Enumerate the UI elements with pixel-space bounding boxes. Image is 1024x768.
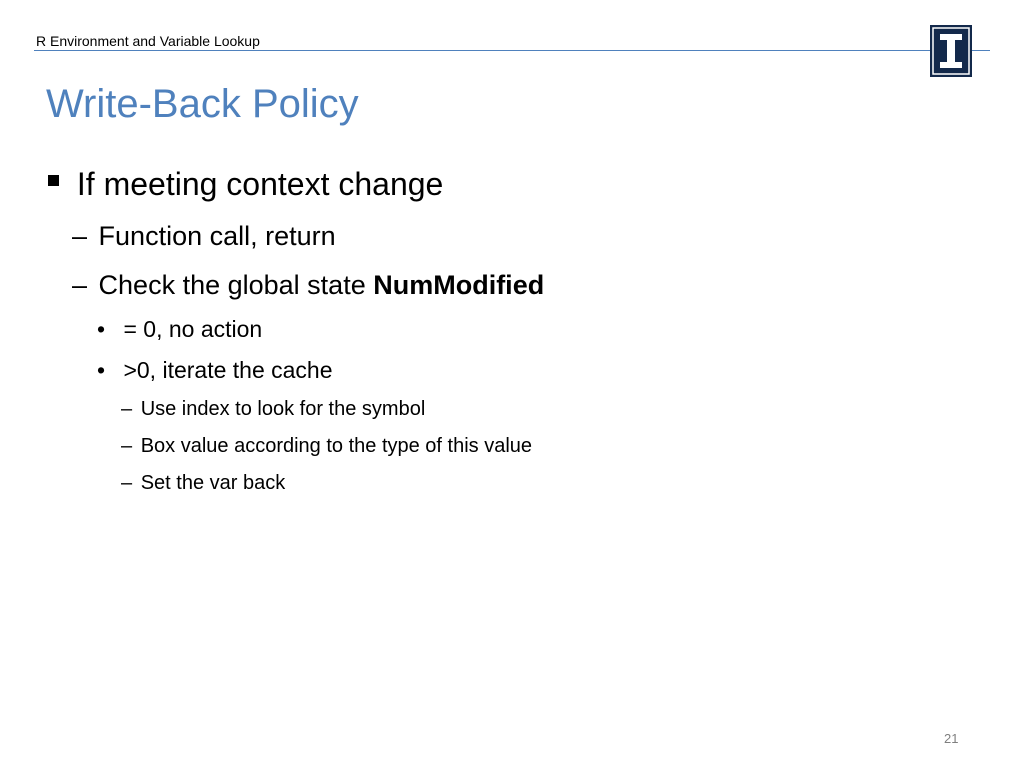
page-number: 21 [944, 731, 959, 746]
university-logo-icon [930, 25, 972, 77]
bullet-text: Check the global state [98, 270, 374, 300]
header-divider [34, 50, 990, 51]
square-bullet-icon [48, 175, 59, 186]
bullet-level4 [121, 471, 285, 495]
bullet-text: Set the var back [140, 472, 286, 494]
bullet-level4 [121, 397, 425, 421]
dash-bullet-icon: – [72, 270, 88, 300]
slide-title: Write-Back Policy [46, 82, 359, 126]
bullet-text: Box value according to the type of this value [140, 435, 533, 457]
header-title: R Environment and Variable Lookup [36, 33, 260, 49]
dash-bullet-icon: – [121, 398, 133, 420]
bullet-text: = 0, no action [123, 316, 263, 342]
bullet-level2 [72, 269, 544, 301]
bullet-bold-term: NumModified [373, 270, 545, 300]
dot-bullet-icon: • [97, 316, 106, 342]
dash-bullet-icon: – [72, 221, 88, 251]
dot-bullet-icon: • [97, 357, 106, 383]
bullet-text: Function call, return [98, 221, 336, 251]
bullet-text: Use index to look for the symbol [140, 398, 426, 420]
bullet-level4 [121, 434, 532, 458]
dash-bullet-icon: – [121, 472, 133, 494]
bullet-level3 [97, 315, 262, 343]
bullet-level3 [97, 356, 333, 384]
bullet-level1 [48, 165, 443, 203]
bullet-text: >0, iterate the cache [123, 357, 333, 383]
bullet-level2 [72, 220, 336, 252]
bullet-text: If meeting context change [76, 166, 444, 202]
dash-bullet-icon: – [121, 435, 133, 457]
